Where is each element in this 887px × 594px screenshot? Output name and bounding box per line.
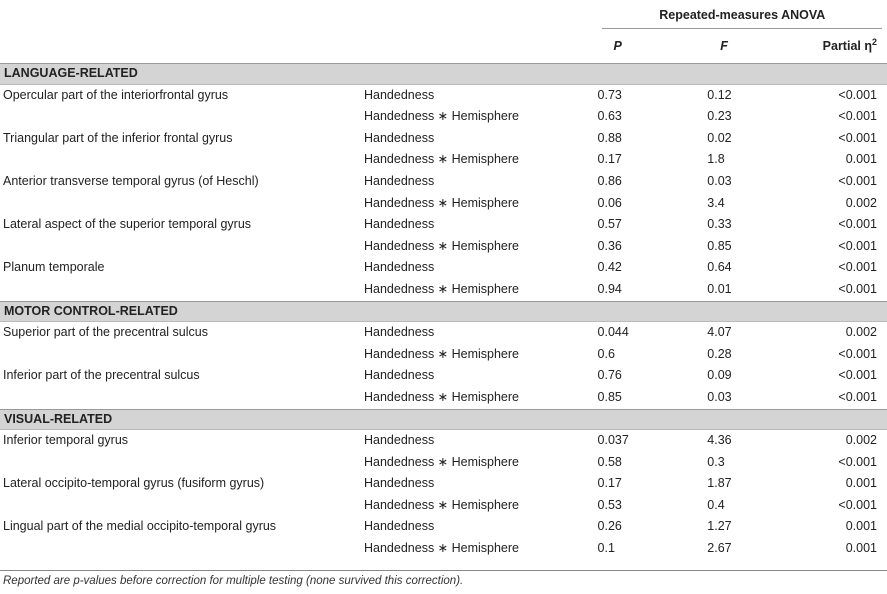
section-title: MOTOR CONTROL-RELATED <box>0 301 887 322</box>
p-value-cell: 0.85 <box>597 389 622 404</box>
p-value-cell: 0.17 <box>597 152 622 167</box>
table-row <box>0 279 887 301</box>
p-value-cell: 0.26 <box>597 519 622 534</box>
f-value-cell: 0.01 <box>707 281 732 296</box>
effect-cell: Handedness ∗ Hemisphere <box>364 109 519 124</box>
region-cell: Anterior transverse temporal gyrus (of Heschl) <box>3 173 259 188</box>
partial-eta-label: Partial η <box>822 39 872 53</box>
anova-group-label: Repeated-measures ANOVA <box>602 2 882 29</box>
p-value-cell: 0.044 <box>597 325 629 340</box>
f-value-cell: 0.4 <box>707 497 725 512</box>
table-row <box>0 106 887 128</box>
effect-cell: Handedness ∗ Hemisphere <box>364 389 519 404</box>
column-header-f: F <box>720 39 728 53</box>
table-row <box>0 214 887 236</box>
effect-cell: Handedness <box>364 325 435 340</box>
table-row <box>0 171 887 193</box>
partial-eta-cell: <0.001 <box>838 368 877 383</box>
effect-cell: Handedness <box>364 368 435 383</box>
header-empty-cell <box>364 30 598 64</box>
region-cell <box>0 495 364 517</box>
region-cell <box>0 538 364 560</box>
f-value-cell: 0.23 <box>707 109 732 124</box>
table-row <box>0 473 887 495</box>
section-header-row <box>0 409 887 430</box>
anova-group-header <box>598 0 887 30</box>
p-value-cell: 0.36 <box>597 238 622 253</box>
f-value-cell: 1.8 <box>707 152 725 167</box>
f-value-cell: 1.27 <box>707 519 732 534</box>
f-value-cell: 1.87 <box>707 476 732 491</box>
effect-cell: Handedness ∗ Hemisphere <box>364 238 519 253</box>
region-cell: Lateral occipito-temporal gyrus (fusiform gyrus) <box>3 476 265 491</box>
f-value-cell: 0.33 <box>707 217 732 232</box>
header-empty-cell <box>364 0 598 30</box>
region-cell: Lingual part of the medial occipito-temporal gyrus <box>3 519 277 534</box>
p-value-cell: 0.1 <box>597 541 615 556</box>
region-cell <box>0 452 364 474</box>
partial-eta-cell: 0.001 <box>845 152 877 167</box>
partial-eta-cell: <0.001 <box>838 260 877 275</box>
partial-eta-cell: 0.001 <box>845 519 877 534</box>
table-row <box>0 430 887 452</box>
table-bottom-rule <box>0 570 887 571</box>
p-value-cell: 0.58 <box>597 454 622 469</box>
f-value-cell: 0.3 <box>707 454 725 469</box>
p-value-cell: 0.94 <box>597 281 622 296</box>
region-cell <box>0 279 364 301</box>
table-row <box>0 452 887 474</box>
region-cell <box>0 106 364 128</box>
region-cell <box>0 236 364 258</box>
header-row-group <box>0 0 887 30</box>
region-cell: Inferior temporal gyrus <box>3 433 129 448</box>
partial-eta-cell: <0.001 <box>838 109 877 124</box>
effect-cell: Handedness ∗ Hemisphere <box>364 281 519 296</box>
partial-eta-cell: <0.001 <box>838 346 877 361</box>
f-value-cell: 4.36 <box>707 433 732 448</box>
table-footnote: Reported are p-values before correction for multiple testing (none survived this correction). <box>3 575 464 587</box>
column-header-partial-eta <box>807 30 887 64</box>
table-row <box>0 495 887 517</box>
region-cell: Triangular part of the inferior frontal gyrus <box>3 130 233 145</box>
section-title: LANGUAGE-RELATED <box>0 64 887 85</box>
p-value-cell: 0.06 <box>597 195 622 210</box>
region-cell <box>0 149 364 171</box>
table-row <box>0 387 887 409</box>
region-cell <box>0 387 364 409</box>
table-row <box>0 344 887 366</box>
table-row <box>0 538 887 560</box>
header-empty-cell <box>0 0 364 30</box>
header-empty-cell <box>0 30 364 64</box>
effect-cell: Handedness <box>364 260 435 275</box>
p-value-cell: 0.17 <box>597 476 622 491</box>
p-value-cell: 0.63 <box>597 109 622 124</box>
partial-eta-cell: <0.001 <box>838 497 877 512</box>
partial-eta-cell: <0.001 <box>838 217 877 232</box>
p-value-cell: 0.037 <box>597 433 629 448</box>
f-value-cell: 0.03 <box>707 389 732 404</box>
column-header-p: P <box>613 39 622 53</box>
f-value-cell: 0.85 <box>707 238 732 253</box>
effect-cell: Handedness ∗ Hemisphere <box>364 195 519 210</box>
partial-eta-superscript: 2 <box>871 36 877 47</box>
table-row <box>0 257 887 279</box>
p-value-cell: 0.42 <box>597 260 622 275</box>
f-value-cell: 3.4 <box>707 195 725 210</box>
effect-cell: Handedness ∗ Hemisphere <box>364 454 519 469</box>
table-row <box>0 236 887 258</box>
effect-cell: Handedness ∗ Hemisphere <box>364 497 519 512</box>
region-cell: Planum temporale <box>3 260 105 275</box>
table-row <box>0 193 887 215</box>
region-cell: Inferior part of the precentral sulcus <box>3 368 200 383</box>
p-value-cell: 0.53 <box>597 497 622 512</box>
section-title: VISUAL-RELATED <box>0 409 887 430</box>
effect-cell: Handedness <box>364 433 435 448</box>
partial-eta-cell: <0.001 <box>838 238 877 253</box>
f-value-cell: 2.67 <box>707 541 732 556</box>
partial-eta-cell: <0.001 <box>838 454 877 469</box>
partial-eta-cell: 0.002 <box>845 325 877 340</box>
region-cell <box>0 344 364 366</box>
partial-eta-cell: <0.001 <box>838 130 877 145</box>
f-value-cell: 0.03 <box>707 173 732 188</box>
partial-eta-cell: 0.002 <box>845 195 877 210</box>
partial-eta-cell: 0.001 <box>845 476 877 491</box>
f-value-cell: 4.07 <box>707 325 732 340</box>
effect-cell: Handedness ∗ Hemisphere <box>364 152 519 167</box>
f-value-cell: 0.64 <box>707 260 732 275</box>
f-value-cell: 0.02 <box>707 130 732 145</box>
partial-eta-cell: <0.001 <box>838 281 877 296</box>
section-header-row <box>0 64 887 85</box>
effect-cell: Handedness <box>364 476 435 491</box>
table-row <box>0 84 887 106</box>
section-header-row <box>0 301 887 322</box>
p-value-cell: 0.86 <box>597 173 622 188</box>
table-row <box>0 322 887 344</box>
region-cell: Lateral aspect of the superior temporal gyrus <box>3 217 252 232</box>
f-value-cell: 0.09 <box>707 368 732 383</box>
partial-eta-cell: <0.001 <box>838 389 877 404</box>
effect-cell: Handedness ∗ Hemisphere <box>364 541 519 556</box>
effect-cell: Handedness <box>364 217 435 232</box>
effect-cell: Handedness <box>364 173 435 188</box>
p-value-cell: 0.88 <box>597 130 622 145</box>
region-cell <box>0 193 364 215</box>
partial-eta-cell: 0.001 <box>845 541 877 556</box>
effect-cell: Handedness <box>364 87 435 102</box>
partial-eta-cell: <0.001 <box>838 173 877 188</box>
table-row <box>0 149 887 171</box>
region-cell: Opercular part of the interiorfrontal gyrus <box>3 87 229 102</box>
p-value-cell: 0.57 <box>597 217 622 232</box>
p-value-cell: 0.76 <box>597 368 622 383</box>
partial-eta-cell: 0.002 <box>845 433 877 448</box>
table-row <box>0 516 887 538</box>
f-value-cell: 0.28 <box>707 346 732 361</box>
table-row <box>0 128 887 150</box>
p-value-cell: 0.73 <box>597 87 622 102</box>
p-value-cell: 0.6 <box>597 346 615 361</box>
partial-eta-cell: <0.001 <box>838 87 877 102</box>
region-cell: Superior part of the precentral sulcus <box>3 325 208 340</box>
effect-cell: Handedness <box>364 130 435 145</box>
effect-cell: Handedness <box>364 519 435 534</box>
effect-cell: Handedness ∗ Hemisphere <box>364 346 519 361</box>
header-row-columns <box>0 30 887 64</box>
f-value-cell: 0.12 <box>707 87 732 102</box>
table-row <box>0 365 887 387</box>
